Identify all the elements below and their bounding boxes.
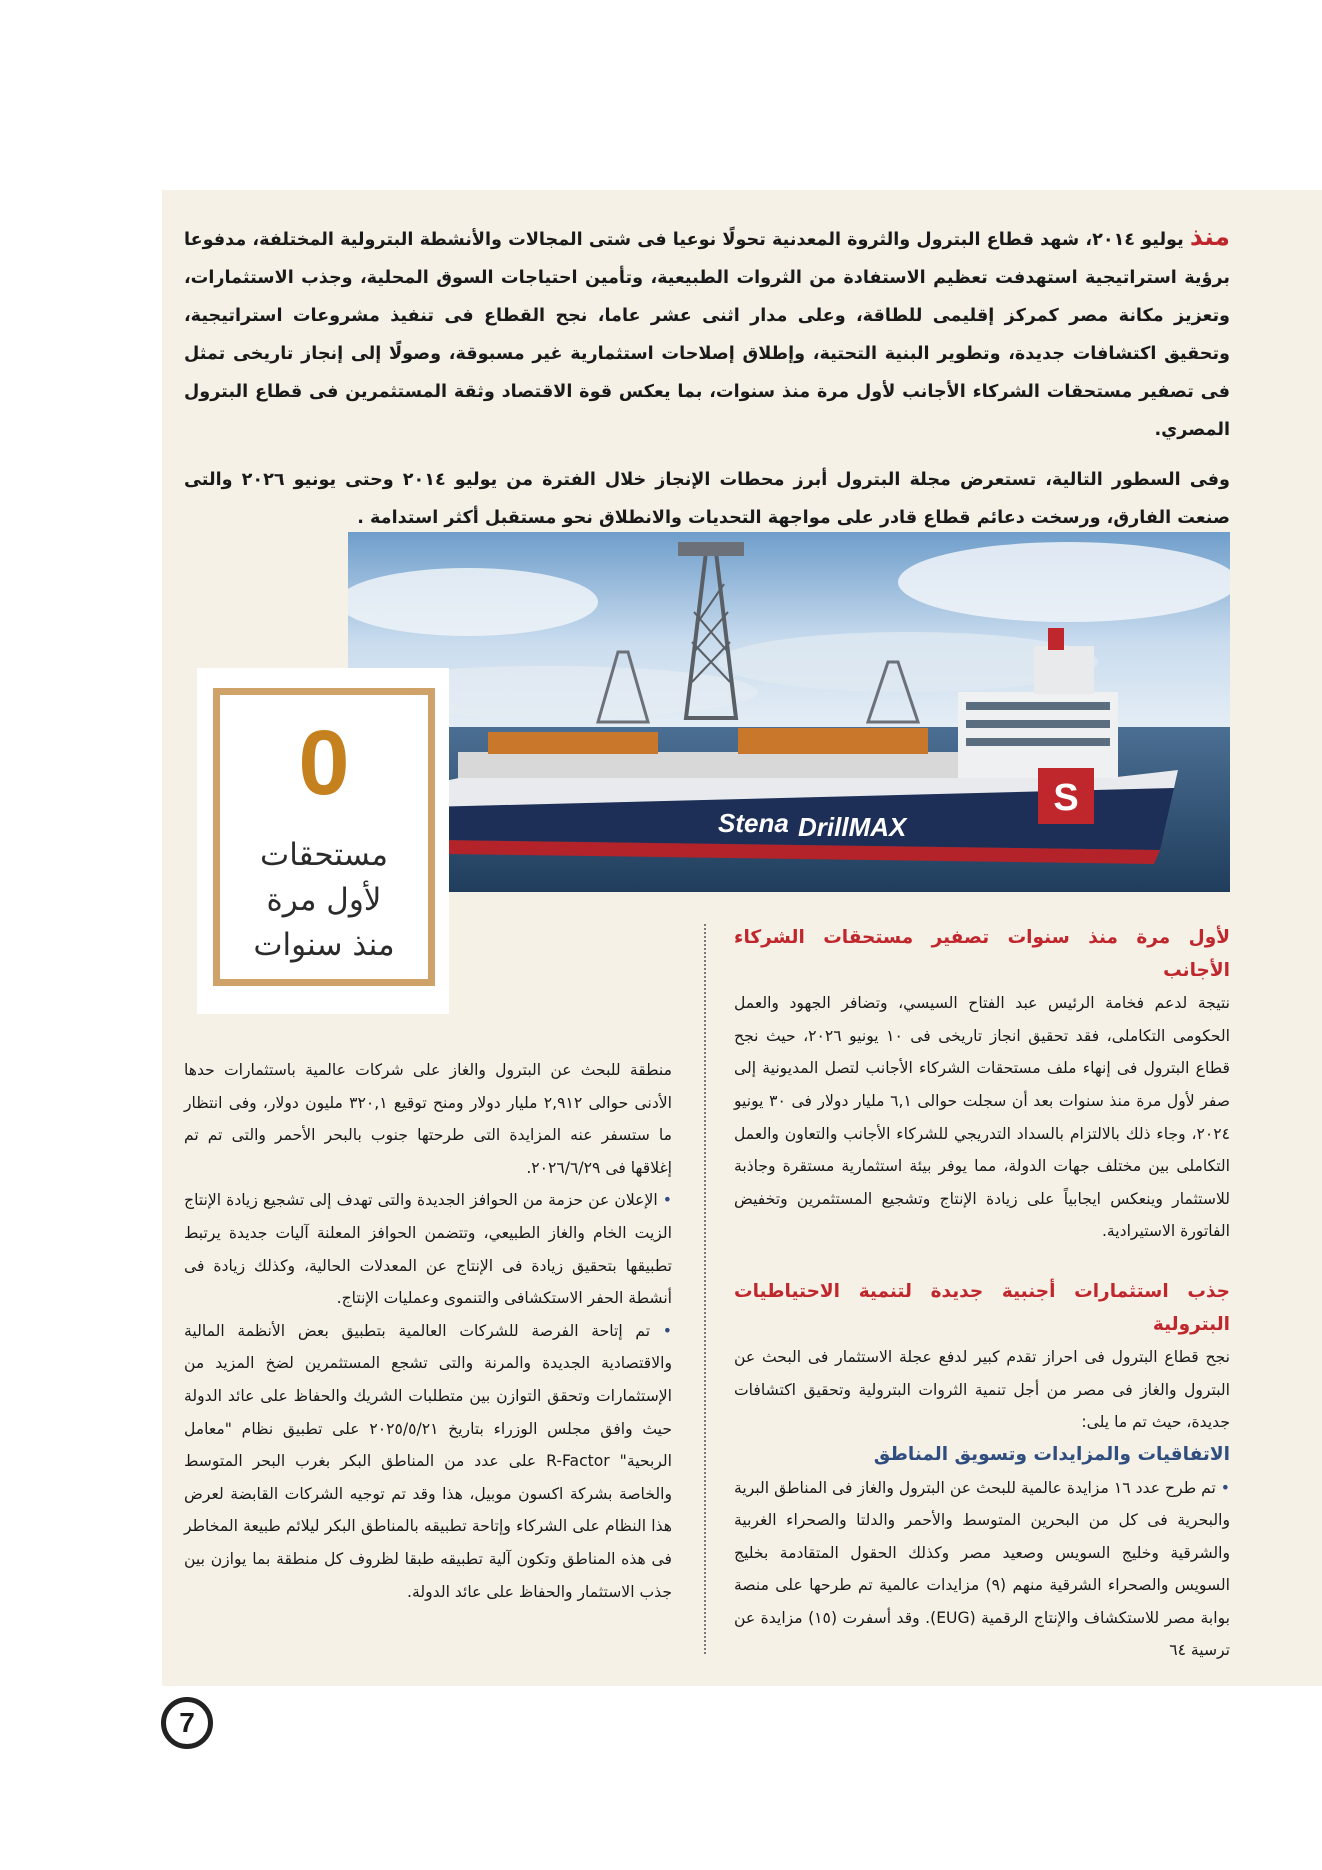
- stat-label-line-3: منذ سنوات: [253, 927, 395, 963]
- stat-label-line-1: مستحقات: [260, 837, 388, 873]
- section2-body: نجح قطاع البترول فى احراز تقدم كبير لدفع عجلة الاستثمار فى البحث عن البترول والغاز فى مصر من أجل تنمية الثروات البترولية وتحقيق اكتشافات جديدة، حيث تم ما يلى:: [734, 1348, 1230, 1432]
- left-continuation: منطقة للبحث عن البترول والغاز على شركات عالمية باستثمارات حدها الأدنى حوالى ٢,٩١٢ مليار دولار ومنح توقيع ٣٢٠,١ مليون دولار، وفى انتظار ما ستسفر عنه المزايدة التى طرحتها جنوب بالبحر الأحمر والتى تم تم إغلاقها فى ٢٠٢٦/٦/٢٩.: [184, 1061, 673, 1177]
- bullet-dot: •: [657, 1191, 672, 1210]
- section2-bullet-1-text: تم طرح عدد ١٦ مزايدة عالمية للبحث عن البترول والغاز فى المناطق البرية والبحرية فى كل من البحرين المتوسط والأحمر والدلتا والصحراء الغربية والشرقية وخليج السويس وصعيد مصر وكذلك الحقول المتقادمة بخليج السويس والصحراء الشرقية منهم (٩) مزايدات عالمية تم طرحها على منصة بوابة مصر للاستكشاف والإنتاج الرقمية (EUG). وقد أسفرت (١٥) مزايدة عن ترسية ٦٤: [734, 1478, 1230, 1660]
- intro-text: [184, 218, 1230, 537]
- column-divider: [704, 924, 706, 1654]
- funnel-logo-text: S: [1053, 777, 1079, 819]
- hull-text-drillmax: DrillMAX: [798, 812, 907, 842]
- bullet-dot: •: [1215, 1478, 1230, 1497]
- stat-card: [197, 668, 449, 1014]
- drillship-photo: [348, 532, 1230, 892]
- left-column: [184, 1054, 672, 1608]
- intro-paragraph-1: [184, 218, 1230, 449]
- intro-paragraph-2: وفى السطور التالية، تستعرض مجلة البترول أبرز محطات الإنجاز خلال الفترة من يوليو ٢٠١٤ وحتى يونيو ٢٠٢٦ والتى صنعت الفارق، ورسخت دعائم قطاع قادر على مواجهة التحديات والانطلاق نحو مستقبل أكثر استدامة .: [184, 470, 1230, 528]
- right-column: [734, 922, 1230, 1667]
- lead-word: منذ: [1189, 222, 1230, 251]
- stat-label: [220, 833, 428, 968]
- section2-title: جذب استثمارات أجنبية جديدة لتنمية الاحتياطيات البترولية: [734, 1280, 1230, 1335]
- left-bullet-3-text: تم إتاحة الفرصة للشركات العالمية بتطبيق بعض الأنظمة المالية والاقتصادية الجديدة والمرنة والتى تشجع المستثمرين لضخ المزيد من الإستثمارات وتحقق التوازن بين متطلبات الشريك والحفاظ على عائد الدولة حيث وافق مجلس الوزراء بتاريخ ٢٠٢٥/٥/٢١ على تطبيق نظام "معامل الربحية" R-Factor على عدد من المناطق البكر بغرب البحر المتوسط والخاصة بشركة اكسون موبيل، هذا وقد تم توجيه الشركات القابضة لعرض هذا النظام على الشركاء وإتاحة تطبيقه بالمناطق البكر ليلائم طبيعة المخاطر فى هذه المناطق وتكون آلية تطبيقه طبقا لظروف كل منطقة بما يوازن بين جذب الاستثمار والحفاظ على عائد الدولة.: [184, 1321, 672, 1601]
- left-bullet-2: [184, 1184, 672, 1314]
- drillship-illustration: [348, 532, 1230, 892]
- hull-text-stena: Stena: [718, 808, 789, 838]
- section1-body: نتيجة لدعم فخامة الرئيس عبد الفتاح السيسي، وتضافر الجهود والعمل الحكومى التكاملى، فقد تحقيق انجاز تاريخى فى ١٠ يونيو ٢٠٢٦، حيث نجح قطاع البترول فى إنهاء ملف مستحقات الشركاء الأجانب لتصل المديونية إلى صفر لأول مرة منذ سنوات بعد أن سجلت حوالى ٦,١ مليار دولار فى ٣٠ يونيو ٢٠٢٤، وجاء ذلك بالالتزام بالسداد التدريجي للشركاء الأجانب والتعاون والعمل التكاملى بين مختلف جهات الدولة، مما يوفر بيئة استثمارية مستقرة وجاذبة للاستثمار وينعكس ايجابياً على زيادة الإنتاج وتشجيع المستثمرين وتخفيض الفاتورة الاستيرادية.: [734, 994, 1230, 1241]
- left-bullet-3: [184, 1315, 672, 1608]
- section2-subtitle: الاتفاقيات والمزايدات وتسويق المناطق: [873, 1443, 1230, 1465]
- bullet-dot: •: [650, 1321, 673, 1340]
- intro-paragraph-1-text: يوليو ٢٠١٤، شهد قطاع البترول والثروة المعدنية تحولًا نوعيا فى شتى المجالات والأنشطة البترولية المختلفة، مدفوعا برؤية استراتيجية استهدفت تعظيم الاستفادة من الثروات الطبيعية، وتأمين احتياجات السوق المحلية، وجذب الاستثمارات، وتعزيز مكانة مصر كمركز إقليمى للطاقة، وعلى مدار اثنى عشر عاما، نجح القطاع فى تنفيذ مشروعات استراتيجية، وتحقيق اكتشافات جديدة، وتطوير البنية التحتية، وإطلاق إصلاحات استثمارية غير مسبوقة، وصولًا إلى إنجاز تاريخى تمثل فى تصفير مستحقات الشركاء الأجانب لأول مرة منذ سنوات، بما يعكس قوة الاقتصاد وثقة المستثمرين فى قطاع البترول المصري.: [184, 230, 1230, 440]
- stat-label-line-2: لأول مرة: [266, 882, 382, 918]
- page-number: 7: [161, 1697, 213, 1749]
- left-bullet-2-text: الإعلان عن حزمة من الحوافز الجديدة والتى تهدف إلى تشجيع زيادة الإنتاج الزيت الخام والغاز الطبيعي، وتتضمن الحوافز المعلنة آليات جديدة يرتبط تطبيقها بتحقيق زيادة فى الإنتاج عن المعدلات الحالية، وكذلك زيادة فى أنشطة الحفر الاستكشافى والتنموى وعمليات الإنتاج.: [184, 1191, 672, 1308]
- stat-frame: [213, 688, 435, 986]
- section1-title: لأول مرة منذ سنوات تصفير مستحقات الشركاء الأجانب: [734, 927, 1230, 981]
- section2-bullet-1: [734, 1472, 1230, 1668]
- stat-number: 0: [298, 712, 350, 814]
